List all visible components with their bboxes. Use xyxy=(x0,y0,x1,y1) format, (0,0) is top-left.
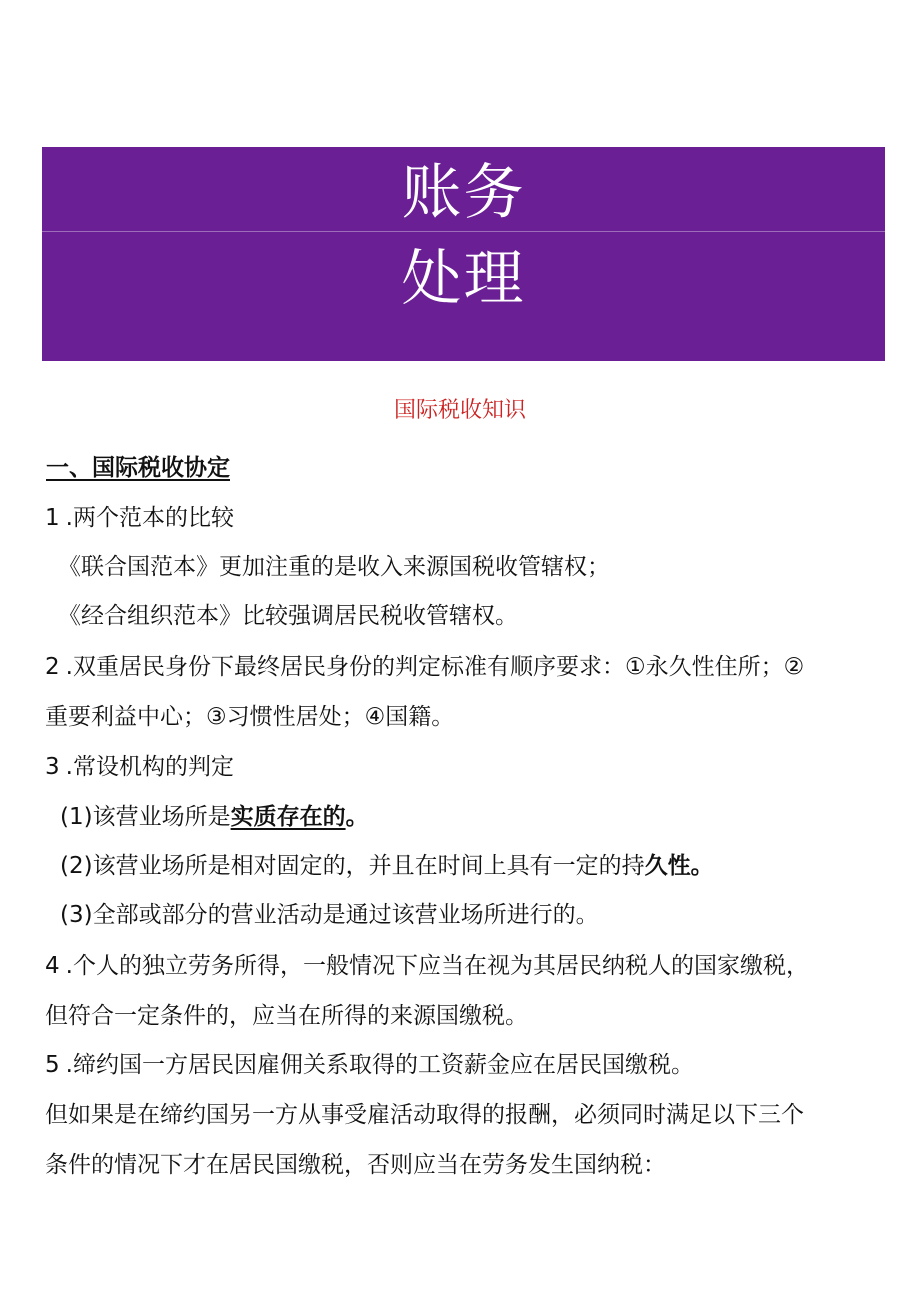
item-5-line-2: 但如果是在缔约国另一方从事受雇活动取得的报酬，必须同时满足以下三个 xyxy=(45,1102,804,1128)
item-4-line-1 xyxy=(45,950,809,982)
item-3-sub-1-end: 。 xyxy=(345,804,369,830)
item-3-sub-1-prefix: (1)该营业场所是 xyxy=(60,804,231,830)
title-banner xyxy=(42,147,885,361)
item-3-number: 3 xyxy=(45,754,66,780)
item-2-number: 2 xyxy=(45,654,66,680)
item-3-sub-2-end: 。 xyxy=(690,853,714,879)
banner-title-line-2: 处理 xyxy=(401,244,526,314)
item-4-line-1-text: .个人的独立劳务所得，一般情况下应当在视为其居民纳税人的国家缴税， xyxy=(65,953,809,979)
item-1-title-text: .两个范本的比较 xyxy=(65,505,234,531)
item-5-line-3: 条件的情况下才在居民国缴税，否则应当在劳务发生国纳税： xyxy=(45,1152,666,1178)
item-5-number: 5 xyxy=(45,1052,66,1078)
item-3-sub-3: (3)全部或部分的营业活动是通过该营业场所进行的。 xyxy=(60,902,599,928)
item-1-line-b: 《经合组织范本》比较强调居民税收管辖权。 xyxy=(58,603,518,629)
item-1-number: 1 xyxy=(45,505,66,531)
section-heading: 一、国际税收协定 xyxy=(46,455,230,481)
item-1-line-a: 《联合国范本》更加注重的是收入来源国税收管辖权； xyxy=(58,554,610,580)
document-subtitle: 国际税收知识 xyxy=(393,398,526,423)
item-2-line-1-text: .双重居民身份下最终居民身份的判定标准有顺序要求：①永久性住所；② xyxy=(65,654,805,680)
item-3-sub-1-emphasis: 实质存在的 xyxy=(230,804,346,830)
item-3-sub-2-prefix: (2)该营业场所是相对固定的，并且在时间上具有一定的持 xyxy=(60,853,645,879)
item-1-title xyxy=(45,502,234,534)
item-3-sub-2-emphasis: 久性 xyxy=(644,853,691,879)
item-3-title xyxy=(45,751,234,783)
item-4-number: 4 xyxy=(45,953,66,979)
item-3-sub-1 xyxy=(60,801,369,833)
item-3-title-text: .常设机构的判定 xyxy=(65,754,234,780)
item-4-line-2: 但符合一定条件的，应当在所得的来源国缴税。 xyxy=(45,1003,528,1029)
item-3-sub-2 xyxy=(60,850,714,882)
item-2-line-1 xyxy=(45,651,804,683)
banner-title-line-1: 账务 xyxy=(401,158,526,228)
item-5-line-1-text: .缔约国一方居民因雇佣关系取得的工资薪金应在居民国缴税。 xyxy=(65,1052,694,1078)
item-5-line-1 xyxy=(45,1049,694,1081)
item-2-line-2: 重要利益中心；③习惯性居处；④国籍。 xyxy=(45,704,455,730)
banner-divider xyxy=(42,231,885,232)
